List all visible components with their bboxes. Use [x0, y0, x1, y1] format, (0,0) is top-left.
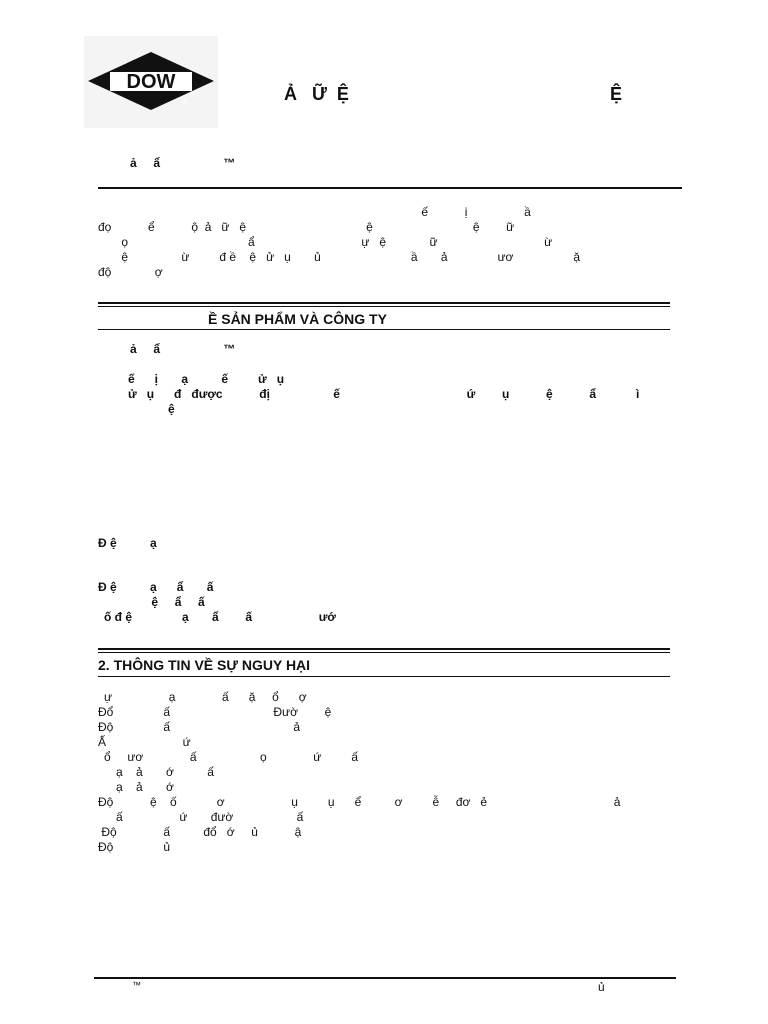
section1-rule-top-thin — [98, 306, 670, 307]
logo-text: DOW — [126, 71, 176, 93]
section2-rule-top — [98, 648, 670, 650]
emergency-phone-line: Đ ệ ạ ẩ ấ — [98, 580, 214, 594]
intro-line: ọ ẩ ự ệ ữ ừ — [98, 235, 553, 249]
document-title-right: Ệ — [610, 84, 623, 104]
emergency-phone-line: ố đ ệ ạ ẩ ấ ướ — [104, 610, 336, 624]
hazard-line: Độ ấ đổ ớ ủ ậ — [98, 825, 302, 839]
section1-product-name: ả ẩ ™ — [130, 342, 236, 356]
section1-use-line: ệ — [128, 402, 175, 416]
header-divider — [98, 187, 682, 189]
intro-line: độ ợ — [98, 265, 163, 279]
hazard-line: ổ ươ ấ ọ ứ ấ — [104, 750, 359, 764]
hazard-line: ấ ứ đườ ấ — [116, 810, 304, 824]
intro-line: ế ị ầ — [98, 205, 531, 219]
section1-rule-top — [98, 302, 670, 304]
section2-rule-top-thin — [98, 652, 670, 653]
hazard-line: Độ ấ ả — [98, 720, 301, 734]
product-name: ả ẩ ™ — [130, 156, 236, 170]
section2-heading: 2. THÔNG TIN VỀ SỰ NGUY HẠI — [98, 657, 311, 673]
logo-registered: ® — [182, 97, 188, 106]
hazard-line: ự ạ ấ ặ ổ ợ — [104, 690, 307, 704]
section2-rule-bottom — [98, 676, 670, 677]
section1-use-line: ế ị ạ ế ử ụ — [128, 372, 285, 386]
hazard-line: ạ ả ớ — [116, 780, 174, 794]
section1-rule-bottom — [98, 329, 670, 330]
footer-page-note: ủ — [598, 980, 605, 994]
phone-label: Đ ệ ạ — [98, 536, 157, 550]
section1-heading: Ề SẢN PHẨM VÀ CÔNG TY — [208, 311, 387, 327]
document-title-left: Ả Ữ Ệ — [284, 84, 349, 104]
footer-trademark: ™ — [132, 980, 141, 990]
hazard-line: Đổ ấ Đườ ệ — [98, 705, 332, 719]
dow-logo — [86, 50, 216, 112]
intro-line: ệ ừ đ ề ệ ử ụ ủ ầ ả ươ ặ — [98, 250, 581, 264]
footer-divider — [94, 977, 676, 979]
emergency-phone-line: ệ ẩ ấ — [98, 595, 205, 609]
intro-line: đọ ể ộ ả ữ ệ ệ ệ ữ — [98, 220, 515, 234]
hazard-line: Độ ủ — [98, 840, 171, 854]
hazard-line: Ấ ứ — [98, 735, 191, 749]
section1-use-line: ử ụ đ được đị ế ứ ụ ệ ẩ ì — [128, 387, 640, 401]
hazard-line: Độ ệ ố ơ ụ ụ ể ơ ễ đơ ẻ ả — [98, 795, 621, 809]
hazard-line: ạ ả ớ ấ — [116, 765, 214, 779]
